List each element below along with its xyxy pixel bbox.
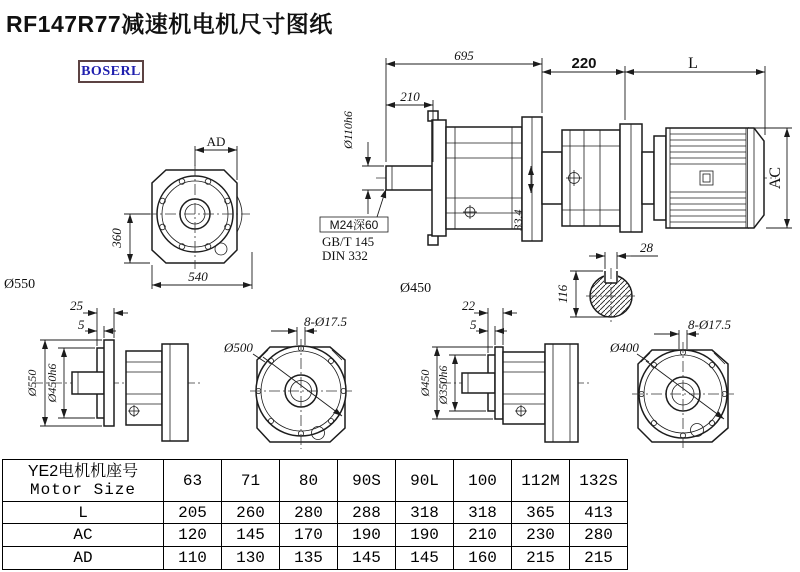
- shaft-cross-section: [555, 240, 658, 322]
- dim-116-label: 116: [555, 284, 570, 304]
- dim-l-label: L: [688, 55, 698, 72]
- row-label: AD: [3, 547, 164, 570]
- table-cell: 215: [570, 547, 628, 570]
- col-header: 71: [222, 460, 280, 502]
- table-cell: 120: [164, 524, 222, 547]
- table-cell: 205: [164, 502, 222, 524]
- table-cell: 190: [396, 524, 454, 547]
- motor-size-table: [2, 459, 628, 570]
- dim-210-label: 210: [400, 89, 420, 104]
- col-header: 132S: [570, 460, 628, 502]
- dim-ac-label: AC: [767, 166, 784, 190]
- spigot-350h6-label: Ø350h6: [436, 365, 450, 405]
- table-cell: 318: [396, 502, 454, 524]
- spigot-450h6-label: Ø450h6: [45, 363, 59, 403]
- header-en: Motor Size: [29, 480, 136, 499]
- table-header-row: [3, 460, 628, 502]
- main-side-view: [320, 48, 792, 296]
- header-cn: YE2电机机座号: [27, 462, 139, 480]
- page-title: RF147R77减速机电机尺寸图纸: [6, 11, 333, 37]
- col-header: 100: [454, 460, 512, 502]
- dim-220-label: 220: [571, 55, 597, 72]
- dia-450-label: Ø450: [400, 281, 432, 296]
- table-row: [3, 547, 628, 570]
- table-cell: 210: [454, 524, 512, 547]
- col-header: 80: [280, 460, 338, 502]
- row-label: AC: [3, 524, 164, 547]
- front-view-top: [4, 134, 252, 292]
- flange-front-view-400: [609, 317, 734, 450]
- dia-550-label: Ø550: [4, 277, 36, 292]
- table-row: [3, 524, 628, 547]
- row-label: L: [3, 502, 164, 524]
- tap-callout-label: M24深60: [329, 218, 379, 232]
- table-cell: 145: [338, 547, 396, 570]
- flange-side-view-450: [418, 298, 592, 442]
- table-cell: 318: [454, 502, 512, 524]
- table-cell: 280: [280, 502, 338, 524]
- table-cell: 135: [280, 547, 338, 570]
- col-header: 90L: [396, 460, 454, 502]
- table-cell: 260: [222, 502, 280, 524]
- brand-logo: BOSERL: [78, 60, 144, 83]
- table-cell: 145: [222, 524, 280, 547]
- table-cell: 230: [512, 524, 570, 547]
- holes-label-b4: 8-Ø17.5: [688, 317, 731, 332]
- dia-500-label: Ø500: [224, 340, 253, 355]
- dia-400-label: Ø400: [610, 340, 639, 355]
- od-550-label: Ø550: [25, 369, 39, 397]
- table-cell: 413: [570, 502, 628, 524]
- table-header-cell: [3, 460, 164, 502]
- dim-695-label: 695: [454, 48, 474, 63]
- dim-540-label: 540: [188, 269, 208, 284]
- table-cell: 280: [570, 524, 628, 547]
- table-cell: 215: [512, 547, 570, 570]
- flange-side-view-550: [25, 298, 200, 441]
- dim-28-label: 28: [640, 240, 653, 255]
- table-cell: 365: [512, 502, 570, 524]
- flange-front-view-500: [223, 314, 352, 449]
- dim-360-label: 360: [109, 228, 124, 248]
- od-450-label: Ø450: [418, 369, 432, 397]
- col-header: 63: [164, 460, 222, 502]
- dim-25-label: 25: [70, 298, 83, 313]
- holes-label-b2: 8-Ø17.5: [304, 314, 347, 329]
- col-header: 112M: [512, 460, 570, 502]
- standard-din-label: DIN 332: [322, 248, 368, 263]
- dim-5-label-b3: 5: [470, 317, 477, 332]
- dim-22-label: 22: [462, 298, 475, 313]
- dim-ad-label: AD: [206, 134, 226, 149]
- standard-gbt-label: GB/T 145: [322, 234, 375, 249]
- table-cell: 288: [338, 502, 396, 524]
- table-cell: 160: [454, 547, 512, 570]
- table-row: [3, 502, 628, 524]
- shaft-diameter-label: Ø110h6: [341, 111, 355, 149]
- table-cell: 110: [164, 547, 222, 570]
- dim-5-label-b1: 5: [78, 317, 85, 332]
- dim-33-4-label: 33.4: [511, 209, 525, 231]
- table-cell: 190: [338, 524, 396, 547]
- table-cell: 130: [222, 547, 280, 570]
- table-cell: 170: [280, 524, 338, 547]
- table-cell: 145: [396, 547, 454, 570]
- col-header: 90S: [338, 460, 396, 502]
